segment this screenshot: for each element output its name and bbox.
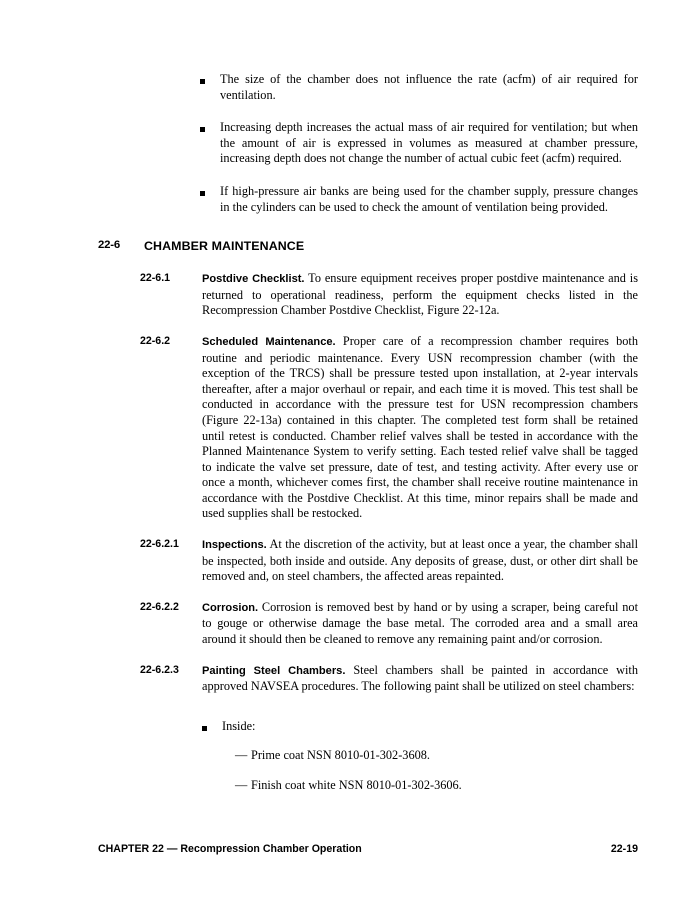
paragraph-body xyxy=(202,663,638,695)
paragraph-run-in-heading: Postdive Checklist. xyxy=(202,273,305,286)
footer-chapter-label: CHAPTER 22 — Recompression Chamber Operation xyxy=(98,843,362,855)
paragraph-text: To ensure equipment receives proper postdive maintenance and is returned to operational readiness, perform the equipment checks listed in the Recompression Chamber Postdive Checklist, Figure 22-12a. xyxy=(202,271,638,318)
list-item-text: If high-pressure air banks are being used for the chamber supply, pressure changes in the cylinders can be used to check the amount of ventilation being provided. xyxy=(220,183,638,214)
list-item-text: Prime coat NSN 8010-01-302-3608. xyxy=(251,748,430,763)
paragraph-run-in-heading: Inspections. xyxy=(202,539,267,552)
paragraph-number: 22-6.2.3 xyxy=(140,663,179,676)
paragraph-text: At the discretion of the activity, but at least once a year, the chamber shall be inspected, both inside and outside. Any deposits of grease, dust, or other dirt shall be removed and, on steel chambers, the affected areas repainted. xyxy=(202,537,638,584)
dash-bullet-icon: — xyxy=(235,748,248,763)
paragraph-run-in-heading: Scheduled Maintenance. xyxy=(202,335,336,348)
paragraph-text: Corrosion is removed best by hand or by using a scraper, being careful not to gouge or otherwise damage the base metal. The corroded area and a small area around it should then be cleaned to remove any remaining paint and/or corrosion. xyxy=(202,599,638,647)
square-bullet-icon xyxy=(200,191,205,196)
list-item xyxy=(235,778,638,794)
paragraph-number: 22-6.1 xyxy=(140,272,171,285)
list-item xyxy=(235,748,638,764)
section-number: 22-6 xyxy=(98,239,120,252)
list-item xyxy=(202,719,638,735)
list-item xyxy=(200,184,638,215)
numbered-paragraph xyxy=(140,663,638,695)
paragraph-number: 22-6.2 xyxy=(140,334,171,347)
paragraph-text: Steel chambers shall be painted in accordance with approved NAVSEA procedures. The following paint shall be utilized on steel chambers: xyxy=(202,662,638,694)
list-item-text: Increasing depth increases the actual mass of air required for ventilation; but when the amount of air is expressed in volumes as measured at chamber pressure, increasing depth does not change the number of actual cubic feet (acfm) required. xyxy=(220,120,638,166)
section-title: CHAMBER MAINTENANCE xyxy=(144,239,305,254)
page-footer xyxy=(98,843,638,855)
list-item-text: Finish coat white NSN 8010-01-302-3606. xyxy=(251,778,462,792)
footer-page-number: 22-19 xyxy=(610,843,638,855)
numbered-paragraph xyxy=(140,600,638,648)
square-bullet-icon xyxy=(200,79,205,84)
square-bullet-icon xyxy=(202,726,207,731)
paragraph-text: Proper care of a recompression chamber requires both routine and periodic maintenance. Every USN recompression chamber (with the exception of the TRCS) shall be pressure tested upon installation, at 2-year intervals thereafter, after a major overhaul or repair, and each time it is moved. This test shall be conducted in accordance with the pressure test for USN recompression chambers (Figure 22-13a) contained in this chapter. The completed test form shall be retained until retest is conducted. Chamber relief valves shall be tested in accordance with the Planned Maintenance System to verify setting. Each tested relief valve shall be tagged to indicate the valve set pressure, date of test, and testing activity. After every use or once a month, whichever comes first, the chamber shall receive routine maintenance in accordance with the Postdive Checklist. At this time, minor repairs shall be made and used supplies shall be restocked. xyxy=(202,333,638,521)
numbered-paragraph xyxy=(140,271,638,319)
paragraph-run-in-heading: Painting Steel Chambers. xyxy=(202,664,346,677)
square-bullet-icon xyxy=(200,127,205,132)
list-item-text: Inside: xyxy=(222,718,256,733)
paragraph-number: 22-6.2.2 xyxy=(140,600,179,613)
numbered-paragraph xyxy=(140,537,638,585)
numbered-paragraph xyxy=(140,334,638,522)
dash-bullet-icon: — xyxy=(235,778,248,792)
list-item-text: The size of the chamber does not influence the rate (acfm) of air required for ventilation. xyxy=(220,72,638,102)
paragraph-body xyxy=(202,334,638,522)
paragraph-body xyxy=(202,600,638,648)
paragraph-body xyxy=(202,537,638,585)
paragraph-body xyxy=(202,271,638,319)
list-item xyxy=(200,72,638,103)
paragraph-number: 22-6.2.1 xyxy=(140,538,179,551)
list-item xyxy=(200,120,638,167)
paragraph-run-in-heading: Corrosion. xyxy=(202,601,259,614)
page-content xyxy=(98,72,638,794)
section-heading xyxy=(98,239,638,253)
